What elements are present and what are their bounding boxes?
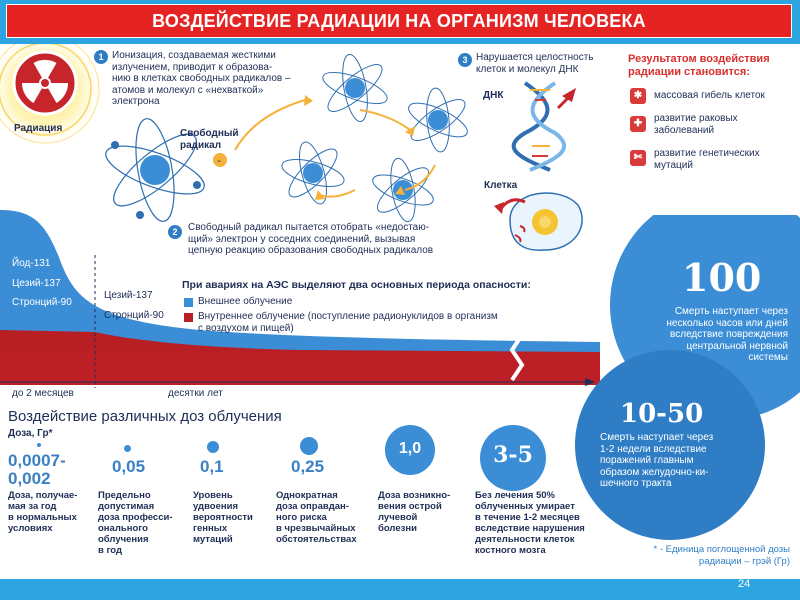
step-3-text: Нарушается целостность клеток и молекул ДНК [476, 52, 594, 75]
dose-desc: Без лечения 50% облученных умирает в течение 1-2 месяцев вследствие нарушения деятельности клеток костного мозга [475, 490, 585, 556]
circle-1050-text: Смерть наступает через 1-2 недели вследствие поражений главным образом желудочно-ки- шечного тракта [600, 432, 714, 489]
cell-label: Клетка [484, 180, 518, 191]
cell-death-icon: ✱ [630, 88, 646, 104]
isotopes-late: Цезий-137 Стронций-90 [104, 290, 164, 321]
step-1-badge: 1 [94, 50, 108, 64]
dose-desc: Однократная доза оправдан- ного риска в чрезвычайных обстоятельствах [276, 490, 357, 545]
legend-internal-swatch [184, 313, 193, 322]
dose-value: 0,0007- 0,002 [8, 451, 66, 488]
dose-desc: Предельно допустимая доза професси- онального облучения в год [98, 490, 173, 556]
svg-text:-: - [217, 154, 221, 167]
dose-value: 3-5 [493, 442, 533, 468]
dose-desc: Доза, получае- мая за год в нормальных условиях [8, 490, 78, 534]
dna-label: ДНК [483, 90, 504, 101]
legend-external-swatch [184, 298, 193, 307]
result-item: развитие генетических мутаций [654, 148, 760, 171]
page-number: 24 [738, 578, 751, 590]
step-3-badge: 3 [458, 53, 472, 67]
step-2-text: Свободный радикал пытается отобрать «недостаю- щий» электрон у соседних соединений, вызывая цепную реакцию образования свободных радикалов [188, 222, 434, 256]
legend-internal-label: Внутреннее облучение (поступление радионуклидов в организм с воздухом и пищей) [198, 311, 498, 334]
dose-value: 1,0 [398, 440, 422, 457]
page-title: ВОЗДЕЙСТВИЕ РАДИАЦИИ НА ОРГАНИЗМ ЧЕЛОВЕКА [6, 4, 792, 38]
dose-desc: Уровень удвоения вероятности генных мутаций [193, 490, 253, 545]
results-title: Результатом воздействия радиации становится: [628, 53, 770, 78]
footnote: * - Единица поглощенной дозы радиации – грэй (Гр) [653, 544, 790, 567]
dose-marker [124, 445, 131, 452]
result-item: развитие раковых заболеваний [654, 113, 738, 136]
timeline-early-label: до 2 месяцев [12, 388, 74, 399]
radiation-icon [10, 48, 80, 118]
dose-value: 0,05 [112, 457, 146, 476]
timeline-late-label: десятки лет [168, 388, 223, 399]
step-2-badge: 2 [168, 225, 182, 239]
dose-marker [207, 441, 219, 453]
dose-desc: Доза возникно- вения острой лучевой болезни [378, 490, 451, 534]
dose-value: 0,25 [291, 457, 325, 476]
doses-unit: Доза, Гр* [8, 428, 53, 439]
circle-1050-value: 10-50 [620, 399, 704, 429]
doses-title: Воздействие различных доз облучения [8, 408, 282, 425]
footer-bar [0, 579, 800, 600]
result-item: массовая гибель клеток [654, 90, 765, 101]
isotopes-early: Йод-131 Цезий-137 Стронций-90 [12, 258, 72, 308]
mutation-icon: ✄ [630, 150, 646, 166]
cross-icon: ✚ [630, 116, 646, 132]
dose-marker [300, 437, 318, 455]
circle-100-value: 100 [682, 255, 762, 300]
dose-value: 0,1 [200, 457, 224, 476]
step-1-text: Ионизация, создаваемая жесткими излучением, приводит к образова- нию в клетках свободных радикалов – атомов и молекул с «нехваткой» электрона [112, 50, 291, 107]
legend-external-label: Внешнее облучение [198, 296, 293, 307]
dose-marker [37, 443, 41, 447]
circle-100-text: Смерть наступает через несколько часов или дней вследствие повреждения центральной нервной системы [666, 306, 788, 363]
periods-title: При авариях на АЭС выделяют два основных периода опасности: [182, 279, 531, 291]
dna-icon [510, 78, 580, 173]
free-radical-label: Свободный радикал [180, 128, 239, 151]
radiation-label: Радиация [14, 123, 63, 134]
